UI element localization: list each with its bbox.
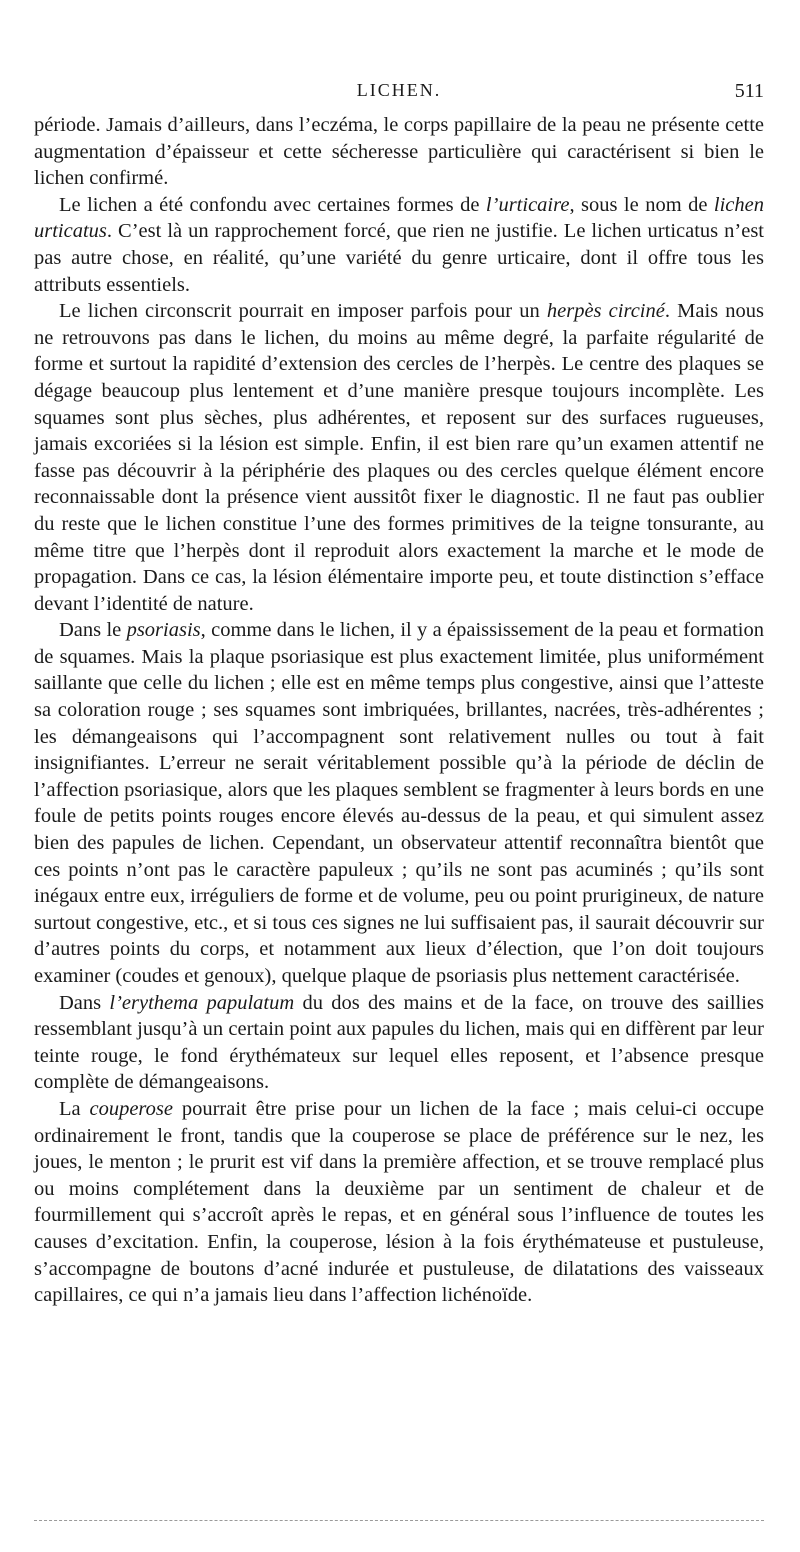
- text-run: du dos des mains et de la face, on trouve des saillies ressemblant jusqu’à un certain point aux papules du lichen, mais qui en diffèrent par leur teinte rouge, le fond érythémateux sur lequel elles reposent, et l’absence presque complète de démangeaisons.: [34, 991, 764, 1094]
- text-run: période. Jamais d’ailleurs, dans l’eczéma, le corps papillaire de la peau ne présente cette augmentation d’épaisseur et cette sécheresse particulière qui caractérisent si bien le lichen confirmé.: [34, 114, 764, 190]
- text-run: , sous le nom de: [569, 193, 714, 216]
- text-run: , comme dans le lichen, il y a épaississement de la peau et formation de squames. Mais la plaque psoriasique est plus exactement limitée, plus uniformément saillante que celle du lichen ; elle est en même temps plus congestive, ainsi que l’atteste sa coloration rouge ; ses squames sont imbriquées, brillantes, nacrées, très-adhérentes ; les démangeaisons qui l’accompagnent sont relativement nulles ou tout à fait insignifiantes. L’erreur ne serait véritablement possible qu’à la période de déclin de l’affection psoriasique, alors que les plaques semblent se fragmenter à leurs bords en une foule de petits points rouges encore élevés au-dessus de la peau, et qui simulent assez bien des papules de lichen. Cependant, un observateur attentif reconnaîtra bientôt que ces points n’ont pas le caractère papuleux ; qu’ils ne sont pas acuminés ; qu’ils sont inégaux entre eux, irréguliers de forme et de volume, peu ou point prurigineux, de nature surtout congestive, etc., et si tous ces signes ne lui suffisaient pas, il saurait découvrir sur d’autres points du corps, et notamment aux lieux d’élection, que l’on doit toujours examiner (coudes et genoux), quelque plaque de psoriasis plus nettement caractérisée.: [34, 619, 764, 987]
- text-run: . C’est là un rapprochement forcé, que rien ne justifie. Le lichen urticatus n’est pas autre chose, en réalité, qu’une variété du genre urticaire, dont il offre tous les attributs essentiels.: [34, 220, 764, 296]
- text-run: . Mais nous ne retrouvons pas dans le lichen, du moins au même degré, la parfaite régularité de forme et surtout la rapidité d’extension des cercles de l’herpès. Le centre des plaques se dégage beaucoup plus lentement et d’une manière presque toujours incomplète. Les squames sont plus sèches, plus adhérentes, et reposent sur des surfaces rugueuses, jamais excoriées si la lésion est simple. Enfin, il est bien rare qu’un examen attentif ne fasse pas découvrir à la périphérie des plaques ou des cercles quelque élément encore reconnaissable dont la présence vient aussitôt fixer le diagnostic. Il ne faut pas oublier du reste que le lichen constitue l’une des formes primitives de la teigne tonsurante, au même titre que l’herpès dont il reproduit alors exactement la marche et le mode de propagation. Dans ce cas, la lésion élémentaire importe peu, et toute distinction s’efface devant l’identité de nature.: [34, 300, 764, 615]
- paragraph: [34, 192, 764, 298]
- text-run: pourrait être prise pour un lichen de la face ; mais celui-ci occupe ordinairement le front, tandis que la couperose se place de préférence sur le nez, les joues, le menton ; le prurit est vif dans la première affection, et se trouve remplacé plus ou moins complétement dans la deuxième par un sentiment de chaleur et de fourmillement qui s’accroît après le repas, et en général sous l’influence de toutes les causes d’excitation. Enfin, la couperose, lésion à la fois érythémateuse et pustuleuse, s’accompagne de boutons d’acné indurée et pustuleuse, de dilatations des vaisseaux capillaires, ce qui n’a jamais lieu dans l’affection lichénoïde.: [34, 1097, 764, 1307]
- text-run: Dans le: [59, 619, 127, 642]
- italic-term: psoriasis: [126, 619, 201, 642]
- page-number: 511: [734, 80, 764, 102]
- italic-term: l’urticaire: [485, 193, 570, 216]
- italic-term: couperose: [89, 1097, 173, 1120]
- italic-term: l’erythema papulatum: [109, 991, 295, 1014]
- italic-term: lichen urticatus: [34, 193, 764, 243]
- text-run: Le lichen circonscrit pourrait en imposer parfois pour un: [59, 300, 547, 323]
- body-text: [34, 112, 764, 1309]
- paragraph: [34, 617, 764, 989]
- text-run: La: [59, 1097, 90, 1120]
- italic-term: herpès circiné: [546, 300, 665, 323]
- footer-rule: [34, 1520, 764, 1521]
- paragraph: [34, 990, 764, 1096]
- running-head-title: LICHEN.: [356, 80, 442, 100]
- text-run: Dans: [59, 991, 110, 1014]
- paragraph: [34, 112, 764, 192]
- text-run: Le lichen a été confondu avec certaines formes de: [59, 193, 486, 216]
- running-header: [34, 80, 764, 106]
- paragraph: [34, 298, 764, 617]
- paragraph: [34, 1096, 764, 1309]
